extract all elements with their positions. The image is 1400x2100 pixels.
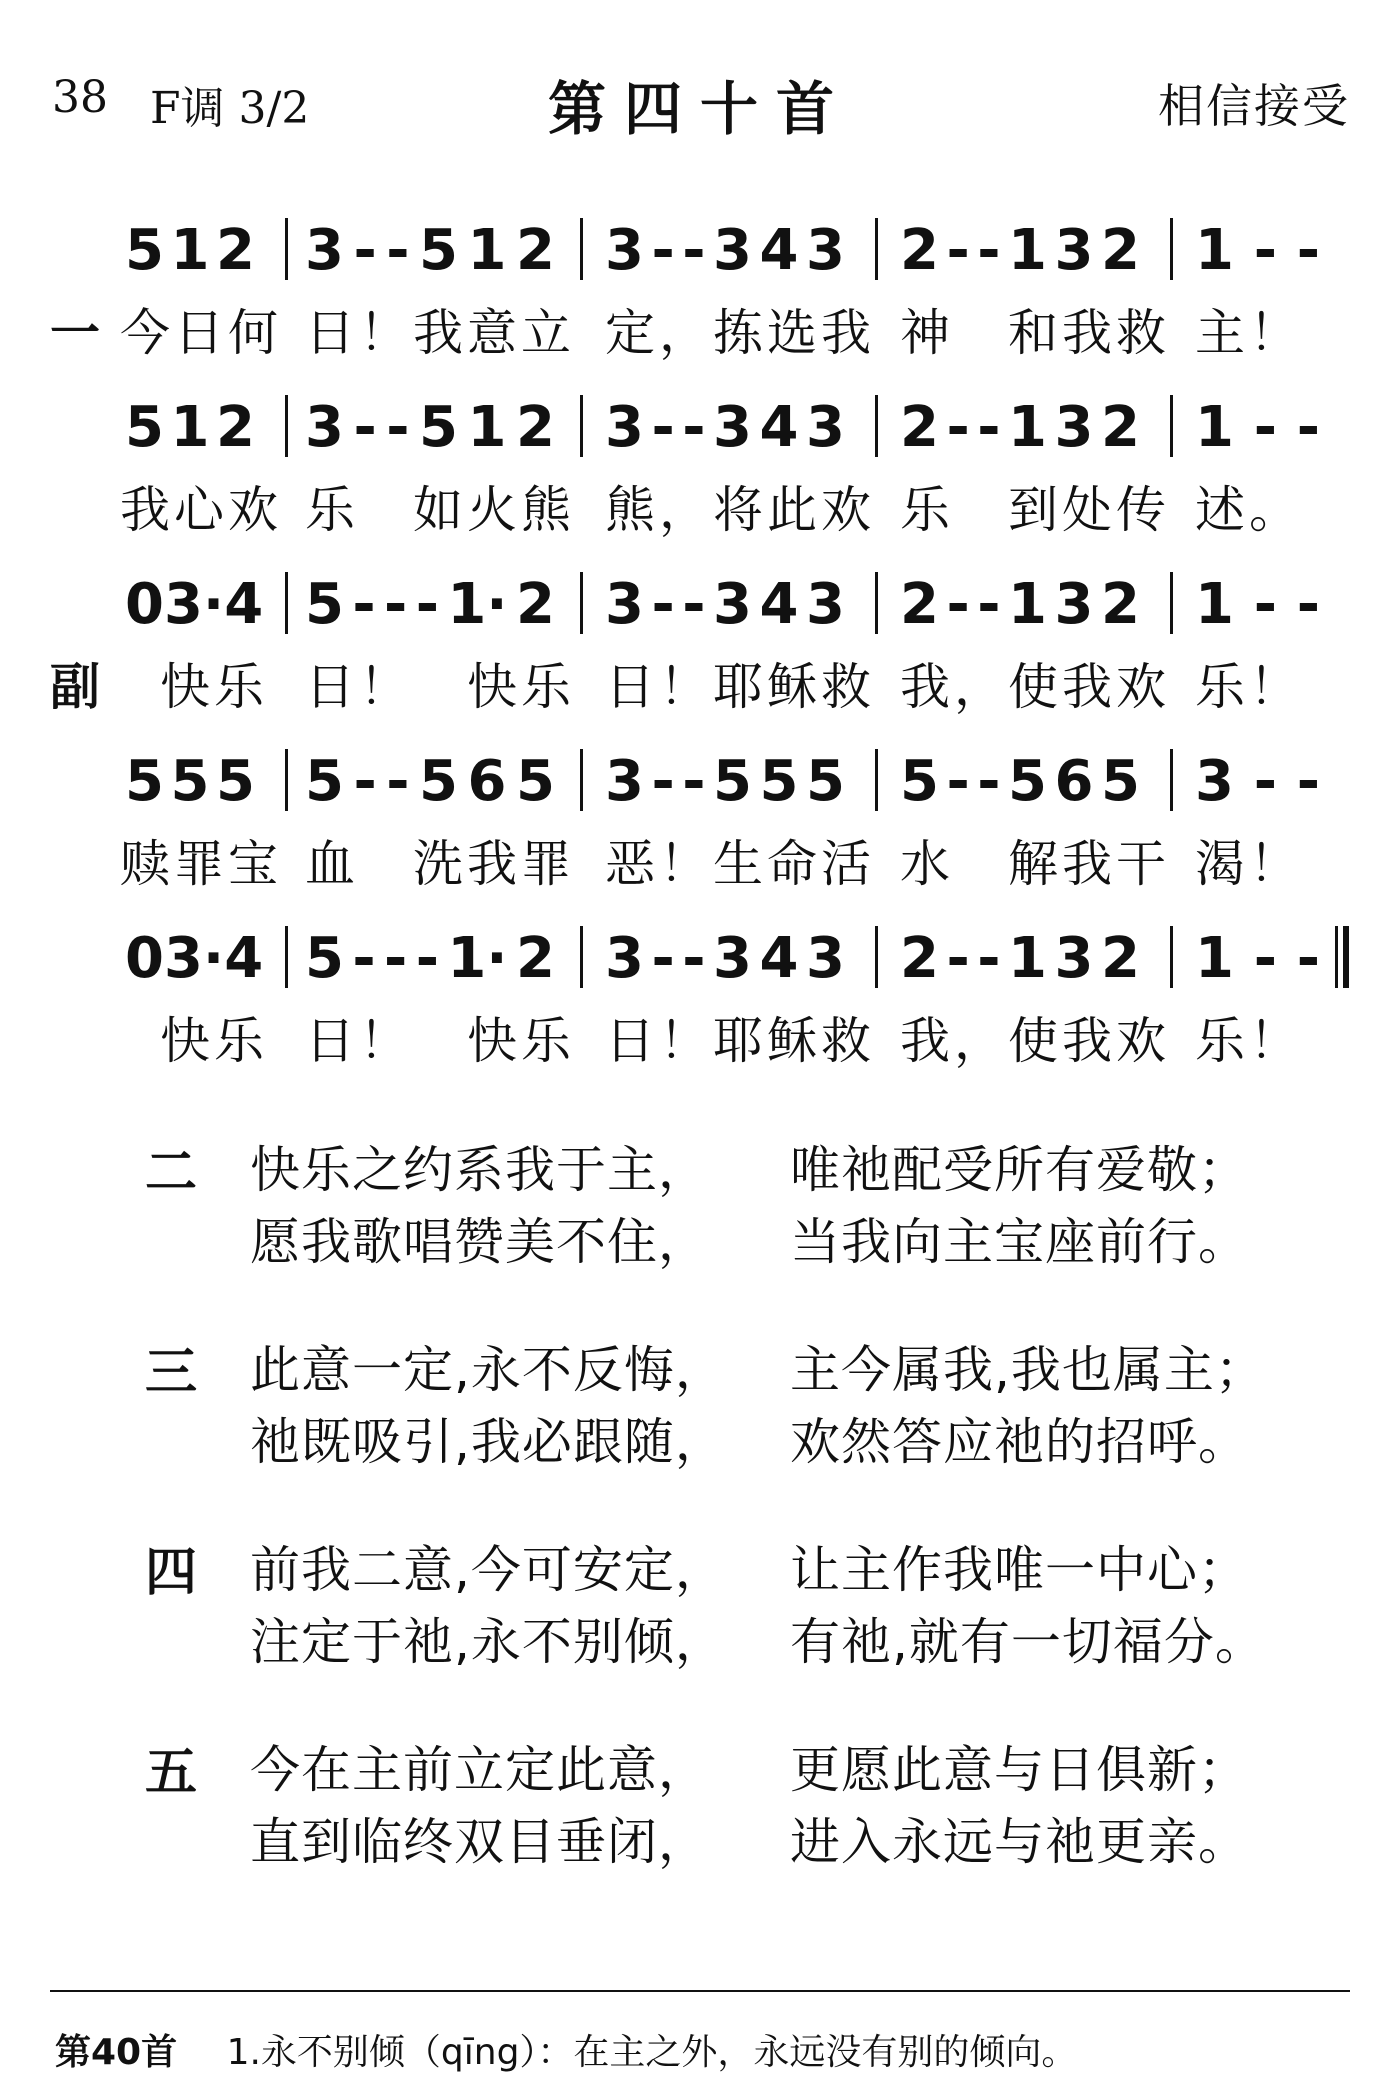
note: 2 — [900, 925, 939, 991]
lyric-segment: 熊，将此欢 — [605, 481, 875, 539]
verse-line: 注定于祂,永不别倾， — [250, 1613, 726, 1671]
lyric-segment: 恶！生命活 — [605, 835, 875, 893]
bar-line — [1170, 926, 1173, 988]
score-system — [0, 918, 1400, 1095]
note: 3 — [805, 394, 845, 460]
note: - — [1296, 571, 1320, 637]
lyric-segment: 血 洗我罪 — [305, 835, 575, 893]
note: 3 — [305, 394, 344, 460]
measure — [1195, 741, 1320, 821]
bar-line — [285, 572, 288, 634]
verse-line: 快乐之约系我于主， — [250, 1141, 709, 1199]
note: 5 — [713, 748, 752, 814]
verses-section — [0, 1130, 1400, 1930]
verse-line: 此意一定,永不反悔， — [250, 1341, 726, 1399]
measure — [605, 210, 845, 290]
note: 5 — [305, 925, 344, 991]
note: 3 — [605, 748, 644, 814]
note: 5 — [515, 748, 555, 814]
note: 1· — [447, 571, 508, 637]
note: 5 — [759, 748, 799, 814]
bar-line — [1170, 218, 1173, 280]
note: - — [1296, 748, 1320, 814]
note: - — [1253, 394, 1277, 460]
verse-line: 更愿此意与日俱新； — [790, 1741, 1249, 1799]
lyric-segment: 乐 如火熊 — [305, 481, 575, 539]
verse-line: 今在主前立定此意， — [250, 1741, 709, 1799]
note: 1 — [1008, 217, 1047, 283]
lyric-segment: 今日何 — [120, 304, 282, 362]
verse — [0, 1730, 1400, 1930]
hymn-theme: 相信接受 — [1158, 79, 1350, 133]
note: 4 — [224, 571, 264, 637]
bar-line — [285, 749, 288, 811]
note: - — [651, 925, 675, 991]
note: 5 — [1100, 748, 1140, 814]
lyric-segment: 定，拣选我 — [605, 304, 875, 362]
note: 3· — [163, 925, 225, 991]
note: 3 — [605, 925, 644, 991]
measure — [125, 564, 264, 644]
note: 3 — [605, 394, 644, 460]
note: - — [386, 394, 410, 460]
lyric-segment: 乐！ — [1195, 1012, 1303, 1070]
notation-line — [0, 564, 1400, 644]
note: 4 — [759, 571, 799, 637]
note: - — [651, 571, 675, 637]
note: - — [353, 394, 377, 460]
measure — [900, 387, 1140, 467]
measure — [125, 387, 255, 467]
note: 5 — [216, 748, 255, 814]
measure — [305, 741, 555, 821]
note: 4 — [759, 925, 799, 991]
verse-line: 愿我歌唱赞美不住， — [250, 1213, 709, 1271]
note: - — [352, 925, 376, 991]
note: 1· — [447, 925, 508, 991]
bar-line — [580, 218, 583, 280]
measure — [605, 564, 845, 644]
bar-line — [1170, 395, 1173, 457]
score-system — [0, 564, 1400, 741]
page-header — [0, 0, 1400, 160]
note: - — [1253, 925, 1277, 991]
lyric-segment: 我，使我欢 — [900, 1012, 1170, 1070]
note: - — [977, 571, 1001, 637]
note: 5 — [125, 217, 164, 283]
note: - — [977, 925, 1001, 991]
lyric-segment: 快乐 — [160, 658, 268, 716]
note: 5 — [125, 394, 164, 460]
measure — [605, 741, 845, 821]
verse-number: 五 — [145, 1743, 198, 1803]
note: 2 — [516, 925, 555, 991]
note: 2 — [900, 571, 939, 637]
verse — [0, 1330, 1400, 1530]
lyrics-line — [0, 293, 1400, 363]
lyric-segment: 乐！ — [1195, 658, 1303, 716]
note: 2 — [1100, 571, 1140, 637]
bar-line — [875, 749, 878, 811]
note: - — [946, 571, 970, 637]
verse-line: 唯祂配受所有爱敬； — [790, 1141, 1249, 1199]
note: - — [1253, 217, 1277, 283]
bar-line — [285, 395, 288, 457]
lyric-segment: 水 解我干 — [900, 835, 1170, 893]
note: - — [1253, 748, 1277, 814]
footnote-label: 第40首 — [55, 2032, 178, 2073]
note: 1 — [467, 394, 507, 460]
note: 2 — [1100, 217, 1140, 283]
lyrics-line — [0, 647, 1400, 717]
bar-line — [285, 926, 288, 988]
note: 5 — [305, 748, 344, 814]
note: 1 — [1008, 571, 1047, 637]
note: 3 — [1054, 217, 1094, 283]
bar-line — [1170, 572, 1173, 634]
measure — [125, 918, 264, 998]
note: 6 — [467, 748, 507, 814]
note: - — [946, 217, 970, 283]
bar-line — [580, 749, 583, 811]
lyrics-line — [0, 1001, 1400, 1071]
bar-line — [580, 395, 583, 457]
note: 2 — [216, 394, 255, 460]
lyric-segment: 日！ 快乐 — [305, 1012, 575, 1070]
note: 5 — [125, 748, 164, 814]
measure — [900, 564, 1140, 644]
verse-line: 前我二意,今可安定， — [250, 1541, 726, 1599]
score-system — [0, 387, 1400, 564]
notation-line — [0, 387, 1400, 467]
bar-line — [580, 572, 583, 634]
note: - — [1296, 217, 1320, 283]
lyric-segment: 日！ 快乐 — [305, 658, 575, 716]
note: 3 — [1054, 394, 1094, 460]
note: - — [682, 925, 706, 991]
note: 3 — [1195, 748, 1234, 814]
note: - — [651, 748, 675, 814]
lyric-segment: 日！耶稣救 — [605, 1012, 875, 1070]
note: 1 — [1195, 394, 1234, 460]
note: - — [1253, 571, 1277, 637]
note: 5 — [900, 748, 939, 814]
measure — [1195, 918, 1320, 998]
note: 2 — [216, 217, 255, 283]
footnote-divider — [50, 1990, 1350, 1992]
note: 3 — [1054, 571, 1094, 637]
verse-number: 四 — [145, 1543, 198, 1603]
note: - — [386, 217, 410, 283]
note: 5 — [1008, 748, 1047, 814]
lyric-segment: 主！ — [1195, 304, 1303, 362]
note: 1 — [170, 217, 210, 283]
verse-line: 进入永远与祂更亲。 — [790, 1813, 1249, 1871]
verse-line: 直到临终双目垂闭， — [250, 1813, 709, 1871]
note: 1 — [1195, 217, 1234, 283]
measure — [900, 918, 1140, 998]
note: 3 — [605, 571, 644, 637]
verse-line: 让主作我唯一中心； — [790, 1541, 1249, 1599]
note: 3 — [713, 394, 752, 460]
note: - — [977, 394, 1001, 460]
note: 4 — [224, 925, 264, 991]
note: 5 — [419, 748, 458, 814]
note: - — [352, 571, 376, 637]
note: - — [353, 748, 377, 814]
note: 1 — [1195, 925, 1234, 991]
note: - — [977, 748, 1001, 814]
measure — [125, 210, 255, 290]
lyric-segment: 日！我意立 — [305, 304, 575, 362]
note: 5 — [170, 748, 210, 814]
bar-line — [875, 926, 878, 988]
measure — [305, 564, 555, 644]
bar-line — [875, 395, 878, 457]
note: - — [415, 571, 439, 637]
lyric-segment: 神 和我救 — [900, 304, 1170, 362]
note: - — [386, 748, 410, 814]
note: 3 — [1054, 925, 1094, 991]
note: - — [415, 925, 439, 991]
music-score — [0, 210, 1400, 1095]
note: 2 — [900, 217, 939, 283]
note: 2 — [515, 394, 555, 460]
lyric-segment: 日！耶稣救 — [605, 658, 875, 716]
note: - — [682, 217, 706, 283]
notation-line — [0, 741, 1400, 821]
measure — [305, 918, 555, 998]
measure — [1195, 210, 1320, 290]
hymn-title: 第四十首 — [547, 75, 852, 143]
measure — [1195, 387, 1320, 467]
note: 1 — [170, 394, 210, 460]
note: 2 — [1100, 394, 1140, 460]
bar-line — [875, 572, 878, 634]
footnote-text: 1.永不别倾（qīng）：在主之外，永远没有别的倾向。 — [226, 2032, 1078, 2073]
note: 0 — [125, 571, 164, 637]
measure — [1195, 564, 1320, 644]
note: 5 — [419, 394, 458, 460]
note: 6 — [1054, 748, 1094, 814]
note: - — [651, 394, 675, 460]
measure — [605, 387, 845, 467]
verse — [0, 1530, 1400, 1730]
note: - — [682, 748, 706, 814]
note: 3· — [163, 571, 225, 637]
bar-line — [580, 926, 583, 988]
verse-line: 欢然答应祂的招呼。 — [790, 1413, 1249, 1471]
verse-line: 祂既吸引,我必跟随， — [250, 1413, 726, 1471]
note: - — [384, 925, 408, 991]
section-label: 一 — [50, 304, 100, 362]
note: - — [977, 217, 1001, 283]
note: - — [946, 748, 970, 814]
note: 3 — [713, 925, 752, 991]
footnote — [55, 2024, 1077, 2075]
note: 1 — [1008, 925, 1047, 991]
note: 1 — [1195, 571, 1234, 637]
notation-line — [0, 210, 1400, 290]
lyrics-line — [0, 470, 1400, 540]
lyric-segment: 赎罪宝 — [120, 835, 282, 893]
note: 2 — [516, 571, 555, 637]
note: 0 — [125, 925, 164, 991]
note: 5 — [305, 571, 344, 637]
verse-number: 三 — [145, 1343, 198, 1403]
note: - — [682, 394, 706, 460]
note: 5 — [419, 217, 458, 283]
lyric-segment: 渴！ — [1195, 835, 1303, 893]
note: - — [946, 925, 970, 991]
measure — [305, 387, 555, 467]
note: 3 — [713, 571, 752, 637]
measure — [305, 210, 555, 290]
lyric-segment: 我心欢 — [120, 481, 282, 539]
section-label: 副 — [50, 658, 100, 716]
score-system — [0, 741, 1400, 918]
page-number: 38 — [52, 72, 108, 123]
measure — [900, 741, 1140, 821]
note: 1 — [467, 217, 507, 283]
bar-line — [1170, 749, 1173, 811]
verse-line: 主今属我,我也属主； — [790, 1341, 1266, 1399]
lyrics-line — [0, 824, 1400, 894]
lyric-segment: 快乐 — [160, 1012, 268, 1070]
note: 4 — [759, 394, 799, 460]
note: - — [946, 394, 970, 460]
lyric-segment: 乐 到处传 — [900, 481, 1170, 539]
note: 2 — [1100, 925, 1140, 991]
bar-line — [875, 218, 878, 280]
note: 4 — [759, 217, 799, 283]
note: 3 — [805, 571, 845, 637]
key-signature: F调 3/2 — [150, 83, 310, 134]
final-bar-line — [1335, 926, 1349, 988]
note: - — [353, 217, 377, 283]
note: - — [1296, 394, 1320, 460]
measure — [125, 741, 255, 821]
note: 2 — [515, 217, 555, 283]
note: - — [651, 217, 675, 283]
note: - — [682, 571, 706, 637]
note: 3 — [805, 925, 845, 991]
note: 1 — [1008, 394, 1047, 460]
note: 3 — [605, 217, 644, 283]
verse-number: 二 — [145, 1143, 198, 1203]
verse-line: 当我向主宝座前行。 — [790, 1213, 1249, 1271]
notation-line — [0, 918, 1400, 998]
verse-line: 有祂,就有一切福分。 — [790, 1613, 1266, 1671]
note: 2 — [900, 394, 939, 460]
bar-line — [285, 218, 288, 280]
measure — [900, 210, 1140, 290]
note: 3 — [713, 217, 752, 283]
lyric-segment: 我，使我欢 — [900, 658, 1170, 716]
score-system — [0, 210, 1400, 387]
note: 3 — [805, 217, 845, 283]
note: - — [384, 571, 408, 637]
lyric-segment: 述。 — [1195, 481, 1303, 539]
verse — [0, 1130, 1400, 1330]
note: 3 — [305, 217, 344, 283]
measure — [605, 918, 845, 998]
note: - — [1296, 925, 1320, 991]
note: 5 — [805, 748, 845, 814]
